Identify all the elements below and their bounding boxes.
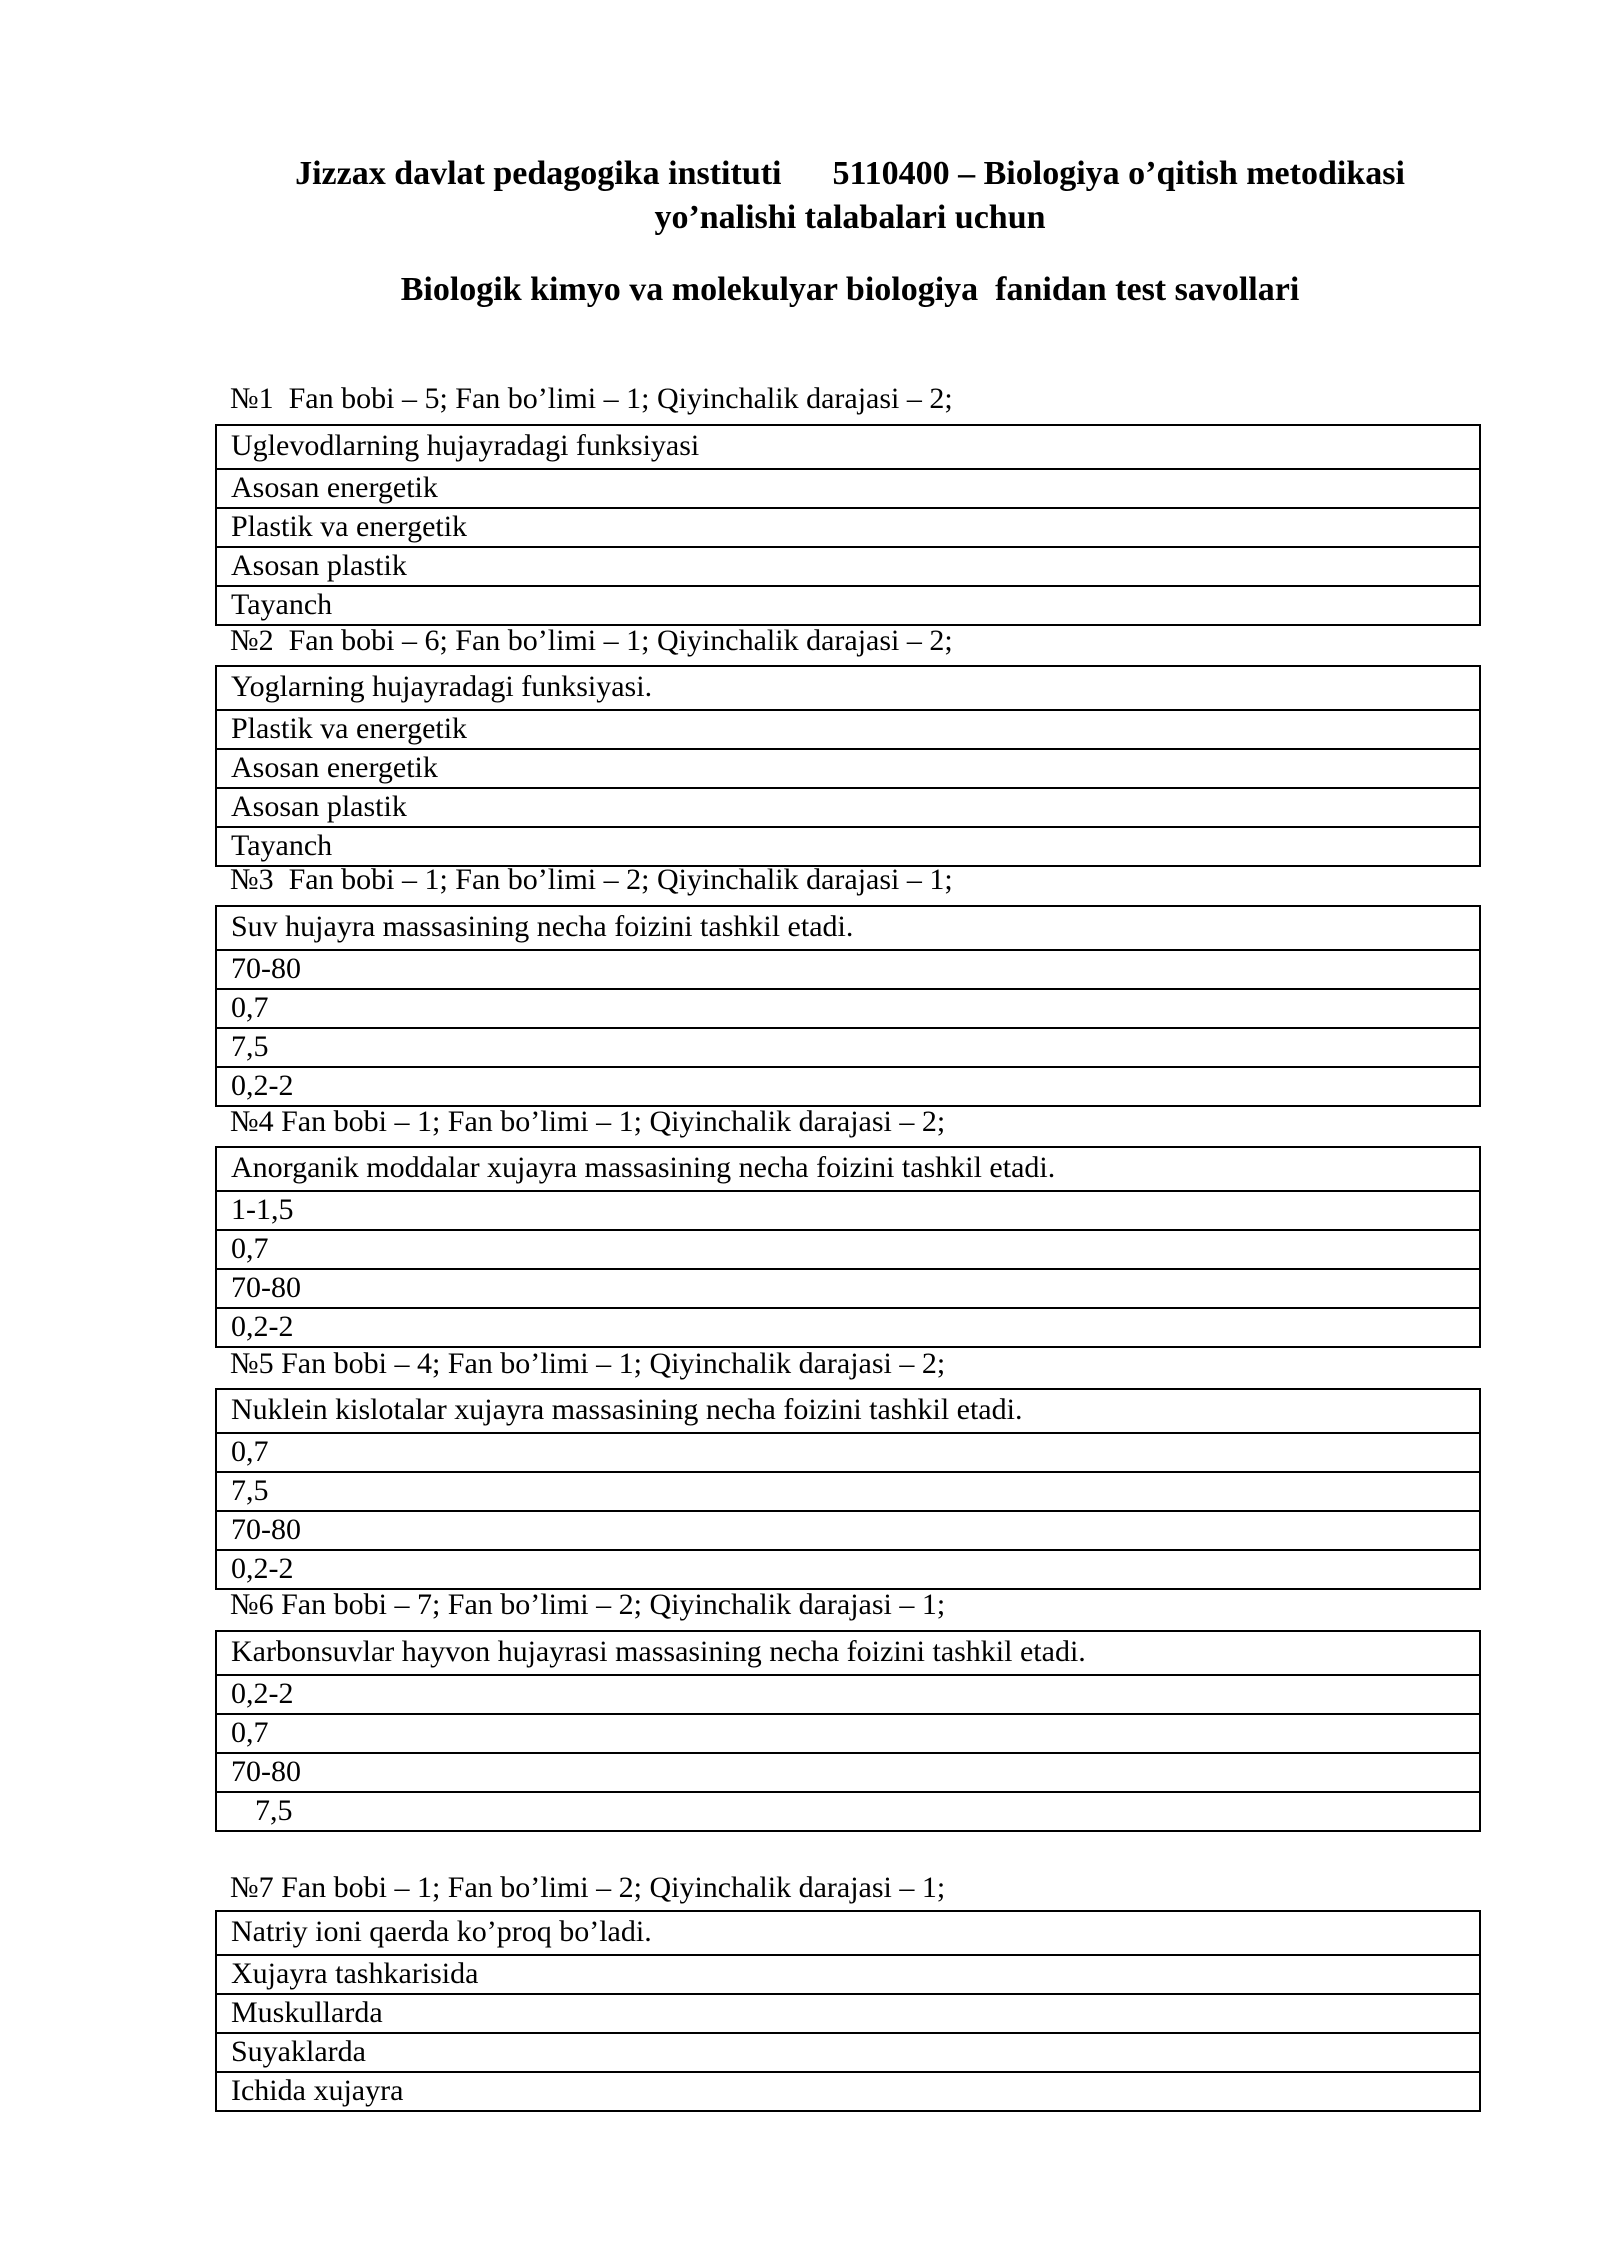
document-subtitle: Biologik kimyo va molekulyar biologiya fanidan test savollari xyxy=(400,271,1300,308)
answer-option: Tayanch xyxy=(217,585,1479,624)
question-meta: №5 Fan bobi – 4; Fan bo’limi – 1; Qiyinchalik darajasi – 2; xyxy=(230,1347,946,1380)
answer-option: Ichida xujayra xyxy=(217,2071,1479,2110)
question-text: Uglevodlarning hujayradagi funksiyasi xyxy=(231,429,700,462)
answer-option: 1-1,5 xyxy=(217,1190,1479,1229)
answer-option: Plastik va energetik xyxy=(217,507,1479,546)
answer-option: Asosan energetik xyxy=(217,748,1479,787)
answer-option: Asosan energetik xyxy=(217,468,1479,507)
question-table xyxy=(215,665,1481,867)
question-meta: №3 Fan bobi – 1; Fan bo’limi – 2; Qiyinchalik darajasi – 1; xyxy=(230,863,953,896)
answer-option: Xujayra tashkarisida xyxy=(217,1954,1479,1993)
answer-option: Tayanch xyxy=(217,826,1479,865)
question-table xyxy=(215,1388,1481,1590)
answer-option: 70-80 xyxy=(217,1752,1479,1791)
answer-option: Asosan plastik xyxy=(217,787,1479,826)
answer-option: 70-80 xyxy=(217,1510,1479,1549)
header-institution-line: Jizzax davlat pedagogika instituti 5110400 – Biologiya o’qitish metodikasi xyxy=(295,155,1405,192)
question-table xyxy=(215,1910,1481,2112)
answer-option: 0,2-2 xyxy=(217,1549,1479,1588)
answer-option: 0,2-2 xyxy=(217,1307,1479,1346)
answer-option: 0,7 xyxy=(217,988,1479,1027)
answer-option: 0,7 xyxy=(217,1432,1479,1471)
question-text: Yoglarning hujayradagi funksiyasi. xyxy=(231,670,653,703)
question-meta: №6 Fan bobi – 7; Fan bo’limi – 2; Qiyinchalik darajasi – 1; xyxy=(230,1588,946,1621)
answer-option: 70-80 xyxy=(217,1268,1479,1307)
question-text: Natriy ioni qaerda ko’proq bo’ladi. xyxy=(231,1915,652,1948)
question-table xyxy=(215,905,1481,1107)
answer-option: Muskullarda xyxy=(217,1993,1479,2032)
question-meta: №7 Fan bobi – 1; Fan bo’limi – 2; Qiyinchalik darajasi – 1; xyxy=(230,1871,946,1904)
answer-option: Plastik va energetik xyxy=(217,709,1479,748)
answer-option: Asosan plastik xyxy=(217,546,1479,585)
answer-option: 0,7 xyxy=(217,1713,1479,1752)
question-table xyxy=(215,1146,1481,1348)
answer-option: 7,5 xyxy=(217,1791,1479,1830)
header-direction-line: yo’nalishi talabalari uchun xyxy=(654,199,1046,236)
question-table xyxy=(215,1630,1481,1832)
question-text: Anorganik moddalar xujayra massasining necha foizini tashkil etadi. xyxy=(231,1151,1056,1184)
answer-option: 0,2-2 xyxy=(217,1066,1479,1105)
answer-option: 0,2-2 xyxy=(217,1674,1479,1713)
document-header xyxy=(200,152,1500,240)
answer-option: 70-80 xyxy=(217,949,1479,988)
answer-option: Suyaklarda xyxy=(217,2032,1479,2071)
question-meta: №1 Fan bobi – 5; Fan bo’limi – 1; Qiyinchalik darajasi – 2; xyxy=(230,382,953,415)
question-text: Suv hujayra massasining necha foizini tashkil etadi. xyxy=(231,910,854,943)
question-table xyxy=(215,424,1481,626)
answer-option: 7,5 xyxy=(217,1471,1479,1510)
answer-option: 7,5 xyxy=(217,1027,1479,1066)
question-text: Karbonsuvlar hayvon hujayrasi massasining necha foizini tashkil etadi. xyxy=(231,1635,1086,1668)
answer-option: 0,7 xyxy=(217,1229,1479,1268)
question-meta: №4 Fan bobi – 1; Fan bo’limi – 1; Qiyinchalik darajasi – 2; xyxy=(230,1105,946,1138)
question-text: Nuklein kislotalar xujayra massasining necha foizini tashkil etadi. xyxy=(231,1393,1023,1426)
question-meta: №2 Fan bobi – 6; Fan bo’limi – 1; Qiyinchalik darajasi – 2; xyxy=(230,624,953,657)
